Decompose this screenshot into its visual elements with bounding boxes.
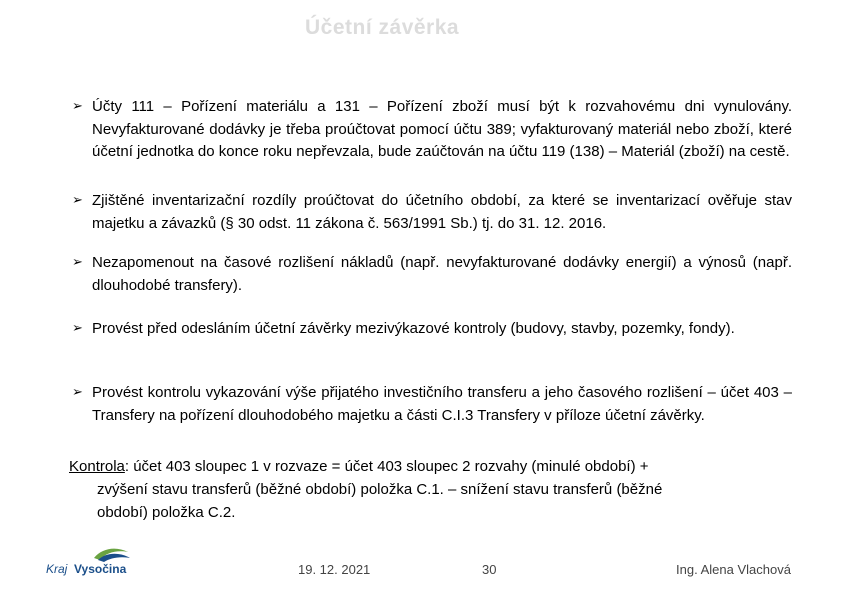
bullet-item: [72, 382, 792, 427]
kontrola-line-1: [69, 455, 769, 478]
footer-page-number: 30: [482, 562, 497, 577]
arrow-bullet-icon: ➢: [72, 321, 83, 336]
kontrola-label: Kontrola: [69, 458, 125, 475]
kontrola-line-2: zvýšení stavu transferů (běžné období) položka C.1. – snížení stavu transferů (běžné: [97, 481, 663, 498]
arrow-bullet-icon: ➢: [72, 255, 83, 270]
bullet-text: Zjištěné inventarizační rozdíly proúčtovat do účetního období, za které se inventarizací ověřuje stav majetku a závazků (§ 30 odst. 11 zákona č. 563/1991 Sb.) tj. do 31. 12. 2016.: [92, 192, 792, 232]
bullet-text: Provést před odesláním účetní závěrky mezivýkazové kontroly (budovy, stavby, pozemky, fondy).: [92, 320, 735, 337]
kontrola-block: [69, 455, 769, 524]
slide-title: Účetní závěrka: [305, 16, 460, 39]
bullet-text: Účty 111 – Pořízení materiálu a 131 – Pořízení zboží musí být k rozvahovému dni vynulovány. Nevyfakturované dodávky je třeba proúčtovat pomocí účtu 389; vyfakturovaný materiál nebo zboží, které účetní jednotka do konce roku nepřevzala, bude zaúčtován na účtu 119 (138) – Materiál (zboží) na cestě.: [92, 98, 792, 160]
bullet-text: Nezapomenout na časové rozlišení nákladů (např. nevyfakturované dodávky energií) a výnosů (např. dlouhodobé transfery).: [92, 254, 792, 294]
footer-date: 19. 12. 2021: [298, 562, 371, 577]
bullet-item: [72, 252, 792, 297]
bullet-item: [72, 190, 792, 235]
kontrola-line-3: období) položka C.2.: [97, 504, 236, 521]
bullet-text: Provést kontrolu vykazování výše přijatého investičního transferu a jeho časového rozlišení – účet 403 – Transfery na pořízení dlouhodobého majetku a části C.I.3 Transfery v příloze účetní závěrky.: [92, 384, 792, 424]
kraj-vysocina-logo: [44, 544, 144, 578]
arrow-bullet-icon: ➢: [72, 385, 83, 400]
arrow-bullet-icon: ➢: [72, 193, 83, 208]
kontrola-text-1: : účet 403 sloupec 1 v rozvaze = účet 403 sloupec 2 rozvahy (minulé období) +: [124, 458, 649, 475]
bullet-item: [72, 96, 792, 164]
logo-text-vysocina: Vysočina: [74, 562, 127, 576]
logo-text-kraj: Kraj: [46, 562, 68, 576]
bullet-item: [72, 318, 792, 341]
footer-author: Ing. Alena Vlachová: [676, 562, 791, 577]
arrow-bullet-icon: ➢: [72, 99, 83, 114]
